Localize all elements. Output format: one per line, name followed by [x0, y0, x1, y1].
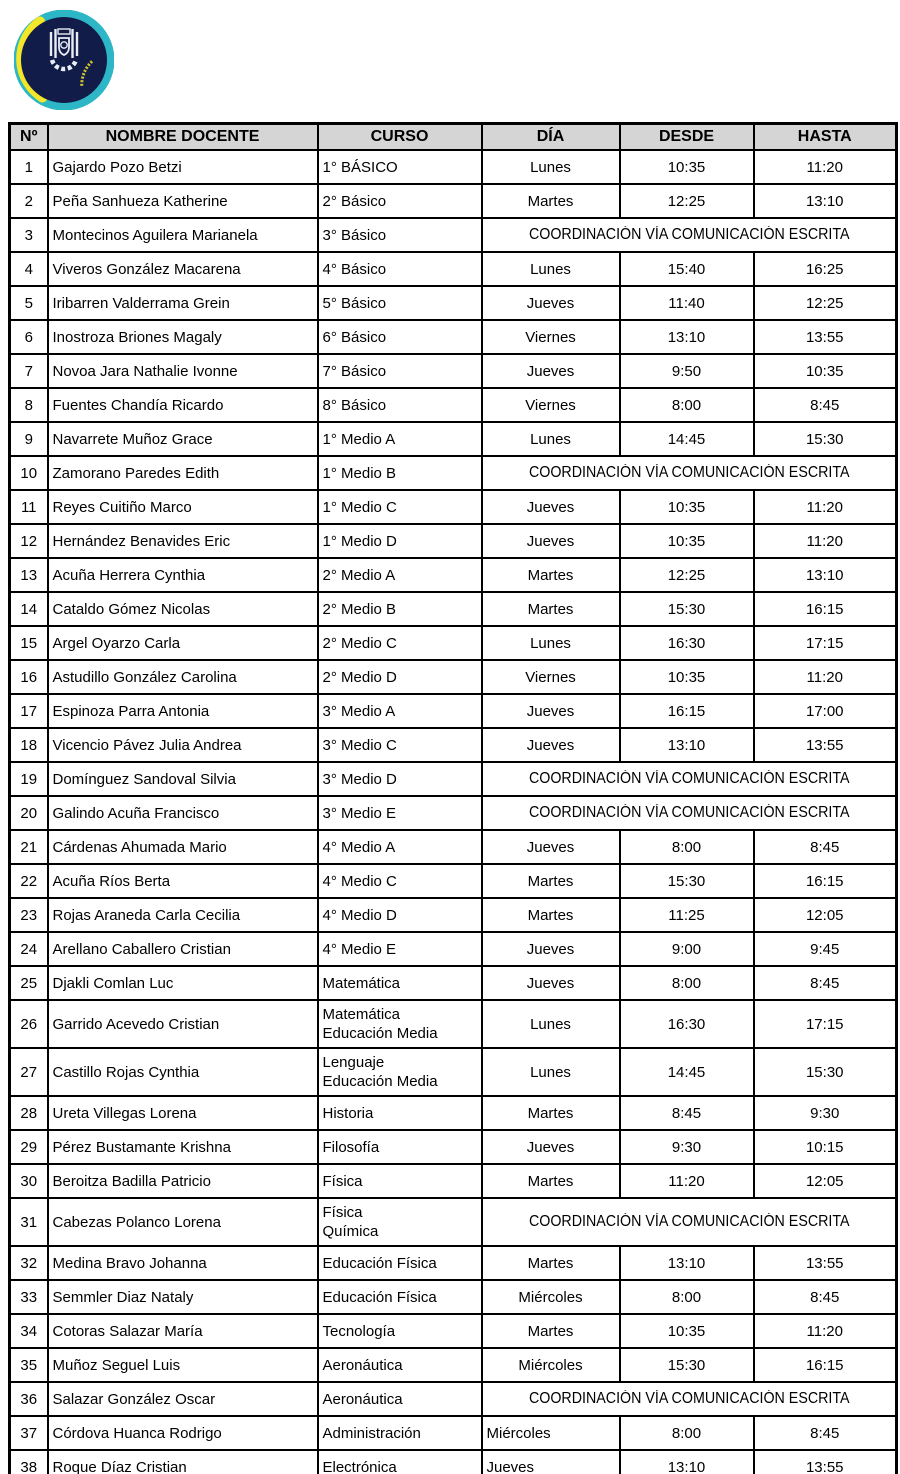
cell-nombre: Argel Oyarzo Carla	[48, 626, 318, 660]
cell-desde: 14:45	[620, 1048, 754, 1096]
cell-desde: 16:30	[620, 626, 754, 660]
cell-num: 35	[10, 1348, 48, 1382]
cell-hasta: 10:15	[754, 1130, 897, 1164]
cell-num: 11	[10, 490, 48, 524]
school-crest-icon	[14, 10, 114, 110]
table-row	[10, 830, 897, 864]
cell-desde: 14:45	[620, 422, 754, 456]
table-row	[10, 932, 897, 966]
cell-dia: Lunes	[482, 150, 620, 184]
cell-nombre: Arellano Caballero Cristian	[48, 932, 318, 966]
cell-num: 37	[10, 1416, 48, 1450]
cell-coordination-note	[482, 1198, 897, 1246]
school-logo	[14, 10, 114, 110]
cell-curso: 3° Básico	[318, 218, 482, 252]
cell-dia: Viernes	[482, 388, 620, 422]
cell-num: 5	[10, 286, 48, 320]
cell-num: 26	[10, 1000, 48, 1048]
cell-hasta: 8:45	[754, 830, 897, 864]
cell-num: 38	[10, 1450, 48, 1474]
cell-nombre: Vicencio Pávez Julia Andrea	[48, 728, 318, 762]
cell-nombre: Astudillo González Carolina	[48, 660, 318, 694]
cell-dia: Jueves	[482, 1450, 620, 1474]
cell-nombre: Medina Bravo Johanna	[48, 1246, 318, 1280]
cell-desde: 10:35	[620, 524, 754, 558]
cell-dia: Martes	[482, 592, 620, 626]
cell-curso: 3° Medio C	[318, 728, 482, 762]
cell-curso: 2° Medio D	[318, 660, 482, 694]
cell-nombre: Galindo Acuña Francisco	[48, 796, 318, 830]
cell-nombre: Iribarren Valderrama Grein	[48, 286, 318, 320]
cell-num: 32	[10, 1246, 48, 1280]
cell-curso: 3° Medio A	[318, 694, 482, 728]
cell-nombre: Cárdenas Ahumada Mario	[48, 830, 318, 864]
cell-nombre: Viveros González Macarena	[48, 252, 318, 286]
table-row	[10, 558, 897, 592]
cell-curso: Historia	[318, 1096, 482, 1130]
cell-dia: Martes	[482, 898, 620, 932]
cell-curso: Matemática Educación Media	[318, 1000, 482, 1048]
coordination-text: COORDINACIÓN VÍA COMUNICACIÓN ESCRITA	[528, 1213, 850, 1230]
cell-num: 29	[10, 1130, 48, 1164]
cell-nombre: Reyes Cuitiño Marco	[48, 490, 318, 524]
header-row	[10, 124, 897, 151]
cell-dia: Martes	[482, 1314, 620, 1348]
cell-num: 31	[10, 1198, 48, 1246]
cell-hasta: 13:10	[754, 184, 897, 218]
cell-desde: 13:10	[620, 1450, 754, 1474]
cell-dia: Jueves	[482, 966, 620, 1000]
cell-hasta: 12:05	[754, 1164, 897, 1198]
cell-desde: 9:30	[620, 1130, 754, 1164]
cell-nombre: Roque Díaz Cristian	[48, 1450, 318, 1474]
cell-dia: Viernes	[482, 660, 620, 694]
cell-curso: 2° Básico	[318, 184, 482, 218]
cell-curso: 5° Básico	[318, 286, 482, 320]
cell-dia: Martes	[482, 1246, 620, 1280]
cell-num: 15	[10, 626, 48, 660]
cell-nombre: Pérez Bustamante Krishna	[48, 1130, 318, 1164]
table-row	[10, 456, 897, 490]
cell-num: 13	[10, 558, 48, 592]
cell-desde: 8:00	[620, 1416, 754, 1450]
cell-dia: Jueves	[482, 354, 620, 388]
cell-desde: 12:25	[620, 184, 754, 218]
cell-coordination-note	[482, 218, 897, 252]
cell-num: 17	[10, 694, 48, 728]
cell-hasta: 16:15	[754, 864, 897, 898]
cell-hasta: 17:15	[754, 1000, 897, 1048]
cell-nombre: Inostroza Briones Magaly	[48, 320, 318, 354]
cell-num: 14	[10, 592, 48, 626]
cell-hasta: 11:20	[754, 660, 897, 694]
cell-hasta: 12:05	[754, 898, 897, 932]
table-row	[10, 1416, 897, 1450]
cell-num: 22	[10, 864, 48, 898]
cell-desde: 8:00	[620, 388, 754, 422]
cell-curso: 4° Medio E	[318, 932, 482, 966]
cell-curso: 1° Medio B	[318, 456, 482, 490]
cell-desde: 10:35	[620, 150, 754, 184]
cell-hasta: 10:35	[754, 354, 897, 388]
table-row	[10, 626, 897, 660]
cell-num: 19	[10, 762, 48, 796]
cell-nombre: Semmler Diaz Nataly	[48, 1280, 318, 1314]
cell-curso: 3° Medio D	[318, 762, 482, 796]
cell-dia: Viernes	[482, 320, 620, 354]
cell-dia: Lunes	[482, 252, 620, 286]
cell-hasta: 16:15	[754, 1348, 897, 1382]
cell-curso: Lenguaje Educación Media	[318, 1048, 482, 1096]
table-row	[10, 1130, 897, 1164]
table-row	[10, 1280, 897, 1314]
table-row	[10, 150, 897, 184]
cell-hasta: 13:55	[754, 1450, 897, 1474]
table-row	[10, 1198, 897, 1246]
cell-num: 27	[10, 1048, 48, 1096]
cell-nombre: Acuña Ríos Berta	[48, 864, 318, 898]
cell-num: 2	[10, 184, 48, 218]
cell-num: 10	[10, 456, 48, 490]
cell-hasta: 8:45	[754, 388, 897, 422]
cell-curso: Educación Física	[318, 1280, 482, 1314]
table-row	[10, 1048, 897, 1096]
teacher-schedule-table	[8, 122, 898, 1474]
schedule-table-body	[10, 150, 897, 1474]
cell-curso: 2° Medio C	[318, 626, 482, 660]
cell-num: 4	[10, 252, 48, 286]
cell-curso: 6° Básico	[318, 320, 482, 354]
table-row	[10, 184, 897, 218]
cell-dia: Martes	[482, 1096, 620, 1130]
cell-nombre: Djakli Comlan Luc	[48, 966, 318, 1000]
cell-num: 20	[10, 796, 48, 830]
table-row	[10, 490, 897, 524]
cell-num: 18	[10, 728, 48, 762]
cell-nombre: Gajardo Pozo Betzi	[48, 150, 318, 184]
table-row	[10, 1164, 897, 1198]
cell-desde: 15:30	[620, 592, 754, 626]
cell-hasta: 13:10	[754, 558, 897, 592]
cell-desde: 8:00	[620, 1280, 754, 1314]
cell-num: 34	[10, 1314, 48, 1348]
cell-desde: 13:10	[620, 320, 754, 354]
table-row	[10, 252, 897, 286]
cell-num: 24	[10, 932, 48, 966]
cell-hasta: 16:25	[754, 252, 897, 286]
cell-hasta: 8:45	[754, 1416, 897, 1450]
cell-num: 25	[10, 966, 48, 1000]
table-row	[10, 422, 897, 456]
cell-desde: 8:00	[620, 830, 754, 864]
cell-num: 16	[10, 660, 48, 694]
cell-nombre: Córdova Huanca Rodrigo	[48, 1416, 318, 1450]
cell-curso: Educación Física	[318, 1246, 482, 1280]
cell-hasta: 17:00	[754, 694, 897, 728]
cell-hasta: 12:25	[754, 286, 897, 320]
header-nombre-docente: NOMBRE DOCENTE	[48, 124, 318, 151]
cell-dia: Jueves	[482, 932, 620, 966]
cell-hasta: 15:30	[754, 1048, 897, 1096]
cell-coordination-note	[482, 796, 897, 830]
table-row	[10, 286, 897, 320]
cell-desde: 11:20	[620, 1164, 754, 1198]
cell-curso: 4° Medio A	[318, 830, 482, 864]
coordination-text: COORDINACIÓN VÍA COMUNICACIÓN ESCRITA	[528, 464, 850, 481]
cell-desde: 10:35	[620, 490, 754, 524]
cell-desde: 12:25	[620, 558, 754, 592]
cell-nombre: Navarrete Muñoz Grace	[48, 422, 318, 456]
cell-hasta: 17:15	[754, 626, 897, 660]
table-row	[10, 694, 897, 728]
cell-curso: 4° Medio D	[318, 898, 482, 932]
cell-nombre: Fuentes Chandía Ricardo	[48, 388, 318, 422]
cell-coordination-note	[482, 1382, 897, 1416]
header-dia: DÍA	[482, 124, 620, 151]
cell-nombre: Montecinos Aguilera Marianela	[48, 218, 318, 252]
cell-hasta: 16:15	[754, 592, 897, 626]
cell-nombre: Garrido Acevedo Cristian	[48, 1000, 318, 1048]
cell-nombre: Beroitza Badilla Patricio	[48, 1164, 318, 1198]
coordination-text: COORDINACIÓN VÍA COMUNICACIÓN ESCRITA	[528, 770, 850, 787]
cell-hasta: 8:45	[754, 1280, 897, 1314]
table-row	[10, 864, 897, 898]
cell-curso: 1° BÁSICO	[318, 150, 482, 184]
cell-dia: Martes	[482, 558, 620, 592]
table-row	[10, 1000, 897, 1048]
cell-curso: 1° Medio C	[318, 490, 482, 524]
cell-nombre: Espinoza Parra Antonia	[48, 694, 318, 728]
cell-num: 8	[10, 388, 48, 422]
table-row	[10, 1382, 897, 1416]
cell-nombre: Cabezas Polanco Lorena	[48, 1198, 318, 1246]
header-desde: DESDE	[620, 124, 754, 151]
cell-num: 28	[10, 1096, 48, 1130]
cell-curso: 1° Medio D	[318, 524, 482, 558]
table-row	[10, 1314, 897, 1348]
cell-dia: Jueves	[482, 524, 620, 558]
header-curso: CURSO	[318, 124, 482, 151]
cell-hasta: 13:55	[754, 1246, 897, 1280]
cell-nombre: Cotoras Salazar María	[48, 1314, 318, 1348]
cell-dia: Martes	[482, 1164, 620, 1198]
cell-num: 1	[10, 150, 48, 184]
cell-curso: 4° Medio C	[318, 864, 482, 898]
cell-hasta: 11:20	[754, 490, 897, 524]
cell-nombre: Hernández Benavides Eric	[48, 524, 318, 558]
cell-dia: Jueves	[482, 830, 620, 864]
table-row	[10, 728, 897, 762]
cell-dia: Lunes	[482, 1000, 620, 1048]
cell-hasta: 13:55	[754, 728, 897, 762]
table-row	[10, 1450, 897, 1474]
header-hasta: HASTA	[754, 124, 897, 151]
cell-desde: 8:45	[620, 1096, 754, 1130]
cell-num: 21	[10, 830, 48, 864]
table-row	[10, 1348, 897, 1382]
cell-desde: 15:30	[620, 1348, 754, 1382]
cell-coordination-note	[482, 456, 897, 490]
table-row	[10, 524, 897, 558]
cell-hasta: 11:20	[754, 150, 897, 184]
cell-dia: Miércoles	[482, 1348, 620, 1382]
cell-curso: Aeronáutica	[318, 1348, 482, 1382]
cell-curso: Filosofía	[318, 1130, 482, 1164]
header-num: Nº	[10, 124, 48, 151]
cell-dia: Jueves	[482, 694, 620, 728]
coordination-text: COORDINACIÓN VÍA COMUNICACIÓN ESCRITA	[528, 226, 850, 243]
cell-desde: 11:40	[620, 286, 754, 320]
cell-dia: Jueves	[482, 728, 620, 762]
cell-curso: Física Química	[318, 1198, 482, 1246]
cell-hasta: 15:30	[754, 422, 897, 456]
table-row	[10, 354, 897, 388]
cell-curso: 3° Medio E	[318, 796, 482, 830]
cell-num: 23	[10, 898, 48, 932]
cell-curso: Electrónica	[318, 1450, 482, 1474]
coordination-text: COORDINACIÓN VÍA COMUNICACIÓN ESCRITA	[528, 804, 850, 821]
cell-curso: 1° Medio A	[318, 422, 482, 456]
table-row	[10, 966, 897, 1000]
cell-desde: 13:10	[620, 1246, 754, 1280]
cell-desde: 16:15	[620, 694, 754, 728]
cell-desde: 10:35	[620, 660, 754, 694]
table-row	[10, 320, 897, 354]
table-row	[10, 660, 897, 694]
cell-dia: Martes	[482, 184, 620, 218]
cell-num: 33	[10, 1280, 48, 1314]
cell-num: 6	[10, 320, 48, 354]
cell-curso: 2° Medio B	[318, 592, 482, 626]
cell-desde: 11:25	[620, 898, 754, 932]
cell-nombre: Castillo Rojas Cynthia	[48, 1048, 318, 1096]
cell-hasta: 9:45	[754, 932, 897, 966]
cell-curso: Aeronáutica	[318, 1382, 482, 1416]
cell-dia: Lunes	[482, 1048, 620, 1096]
table-row	[10, 898, 897, 932]
cell-dia: Miércoles	[482, 1416, 620, 1450]
cell-nombre: Cataldo Gómez Nicolas	[48, 592, 318, 626]
cell-desde: 10:35	[620, 1314, 754, 1348]
cell-curso: Física	[318, 1164, 482, 1198]
cell-nombre: Novoa Jara Nathalie Ivonne	[48, 354, 318, 388]
cell-dia: Miércoles	[482, 1280, 620, 1314]
table-row	[10, 1246, 897, 1280]
cell-nombre: Peña Sanhueza Katherine	[48, 184, 318, 218]
cell-hasta: 11:20	[754, 524, 897, 558]
table-row	[10, 592, 897, 626]
cell-nombre: Salazar González Oscar	[48, 1382, 318, 1416]
cell-desde: 9:50	[620, 354, 754, 388]
cell-num: 9	[10, 422, 48, 456]
cell-nombre: Acuña Herrera Cynthia	[48, 558, 318, 592]
cell-coordination-note	[482, 762, 897, 796]
cell-hasta: 11:20	[754, 1314, 897, 1348]
table-row	[10, 762, 897, 796]
table-row	[10, 1096, 897, 1130]
cell-num: 3	[10, 218, 48, 252]
cell-dia: Jueves	[482, 1130, 620, 1164]
cell-num: 12	[10, 524, 48, 558]
cell-curso: 8° Básico	[318, 388, 482, 422]
table-row	[10, 218, 897, 252]
cell-curso: Administración	[318, 1416, 482, 1450]
cell-nombre: Ureta Villegas Lorena	[48, 1096, 318, 1130]
coordination-text: COORDINACIÓN VÍA COMUNICACIÓN ESCRITA	[528, 1390, 850, 1407]
cell-hasta: 9:30	[754, 1096, 897, 1130]
cell-dia: Jueves	[482, 490, 620, 524]
cell-nombre: Muñoz Seguel Luis	[48, 1348, 318, 1382]
cell-dia: Lunes	[482, 422, 620, 456]
cell-curso: Tecnología	[318, 1314, 482, 1348]
cell-curso: 7° Básico	[318, 354, 482, 388]
cell-num: 7	[10, 354, 48, 388]
cell-desde: 13:10	[620, 728, 754, 762]
cell-hasta: 13:55	[754, 320, 897, 354]
cell-hasta: 8:45	[754, 966, 897, 1000]
cell-desde: 16:30	[620, 1000, 754, 1048]
cell-curso: Matemática	[318, 966, 482, 1000]
cell-dia: Jueves	[482, 286, 620, 320]
cell-dia: Martes	[482, 864, 620, 898]
cell-curso: 2° Medio A	[318, 558, 482, 592]
cell-desde: 9:00	[620, 932, 754, 966]
cell-num: 30	[10, 1164, 48, 1198]
table-row	[10, 796, 897, 830]
cell-curso: 4° Básico	[318, 252, 482, 286]
cell-nombre: Rojas Araneda Carla Cecilia	[48, 898, 318, 932]
cell-nombre: Zamorano Paredes Edith	[48, 456, 318, 490]
cell-num: 36	[10, 1382, 48, 1416]
cell-dia: Lunes	[482, 626, 620, 660]
table-row	[10, 388, 897, 422]
cell-desde: 8:00	[620, 966, 754, 1000]
cell-nombre: Domínguez Sandoval Silvia	[48, 762, 318, 796]
cell-desde: 15:40	[620, 252, 754, 286]
cell-desde: 15:30	[620, 864, 754, 898]
